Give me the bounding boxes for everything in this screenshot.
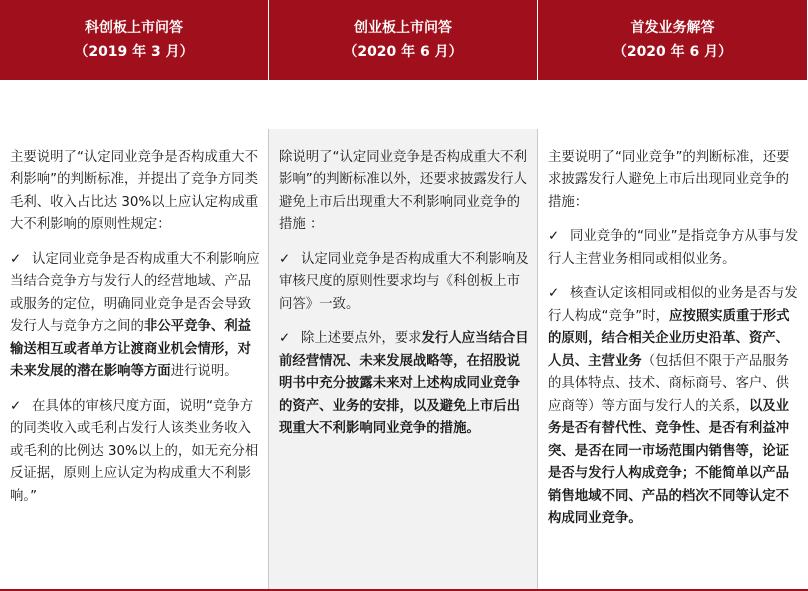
checkmark-icon: ✓ [279, 331, 291, 346]
header-shoufa [538, 0, 808, 80]
header-date: （2019 年 3 月） [74, 44, 194, 60]
bold-text: 非公平竞争、利益输送相互或者单方让渡商业机会情形，对未来发展的潜在影响等方面 [10, 319, 252, 379]
intro-paragraph [279, 147, 529, 237]
header-title: 科创板上市问答 [85, 20, 183, 36]
header-date: （2020 年 6 月） [612, 44, 733, 60]
checkmark-icon: ✓ [548, 286, 560, 301]
checklist-item [10, 396, 260, 509]
text: 进行说明。 [170, 364, 238, 379]
header-title: 首发业务解答 [630, 20, 715, 36]
bold-text: 应按照实质重于形式的原则，结合相关企业历史沿革、资产、人员、主营业务 [548, 308, 790, 369]
text: 在具体的审核尺度方面，说明“竞争方的同类收入或毛利占发行人该类业务收入或毛利的比例达 30%以上的，如无充分相反证据，原则上应认定为构成重大不利影响。” [10, 398, 259, 504]
text: 认定同业竞争是否构成重大不利影响应当结合竞争方与发行人的经营地域、产品或服务的定位，明确同业竞争是否会导致发行人与竞争方之间的 [10, 251, 260, 334]
checkmark-icon: ✓ [548, 229, 560, 244]
column-shoufa [538, 129, 808, 591]
checkmark-icon: ✓ [10, 251, 22, 267]
text: 认定同业竞争是否构成重大不利影响及审核尺度的原则性要求均与《科创板上市问答》一致。 [279, 251, 529, 312]
text: 除上述要点外，要求 [301, 331, 422, 346]
header-date: （2020 年 6 月） [343, 44, 463, 60]
text: 同业竞争的“同业”是指竞争方从事与发行人主营业务相同或相似业务。 [548, 229, 799, 267]
bold-text: 以及业务是否有替代性、竞争性、是否有利益冲突、是否在同一市场范围内销售等，论证是否与发行人构成竞争；不能简单以产品销售地域不同、产品的档次不同等认定不构成同业竞争。 [548, 398, 790, 526]
text: 除说明了“认定同业竞争是否构成重大不利影响”的判断标准以外，还要求披露发行人避免上市后出现重大不利影响同业竞争的措施 ： [279, 149, 527, 232]
text: 主要说明了“同业竞争”的判断标准，还要求披露发行人避免上市后出现同业竞争的措施： [548, 149, 790, 210]
text: 主要说明了“认定同业竞争是否构成重大不利影响”的判断标准，并提出了竞争方同类毛利、收入占比达 30%以上应认定构成重大不利影响的原则性规定： [10, 149, 259, 232]
intro-paragraph [548, 147, 800, 215]
checklist-item [548, 283, 800, 531]
header-chuangye [269, 0, 538, 80]
header-kechuang [0, 0, 269, 80]
header-title: 创业板上市问答 [354, 20, 452, 36]
checklist-item [279, 249, 529, 317]
checklist-item [548, 226, 800, 271]
column-chuangye [269, 129, 538, 591]
column-kechuang [0, 129, 269, 591]
checklist-item [279, 328, 529, 441]
checkmark-icon: ✓ [10, 398, 22, 414]
bold-text: 发行人应当结合目前经营情况、未来发展战略等，在招股说明书中充分披露未来对上述构成同业竞争的资产、业务的安排，以及避免上市后出现重大不利影响同业竞争的措施。 [279, 331, 529, 436]
intro-paragraph [10, 147, 260, 237]
checkmark-icon: ✓ [279, 251, 291, 267]
checklist-item [10, 249, 260, 384]
text: （包括但不限于产品服务的具体特点、技术、商标商号、客户、供应商等）等方面与发行人的关系， [548, 353, 790, 414]
text: 核查认定该相同或相似的业务是否与发行人构成“竞争”时， [548, 286, 798, 324]
